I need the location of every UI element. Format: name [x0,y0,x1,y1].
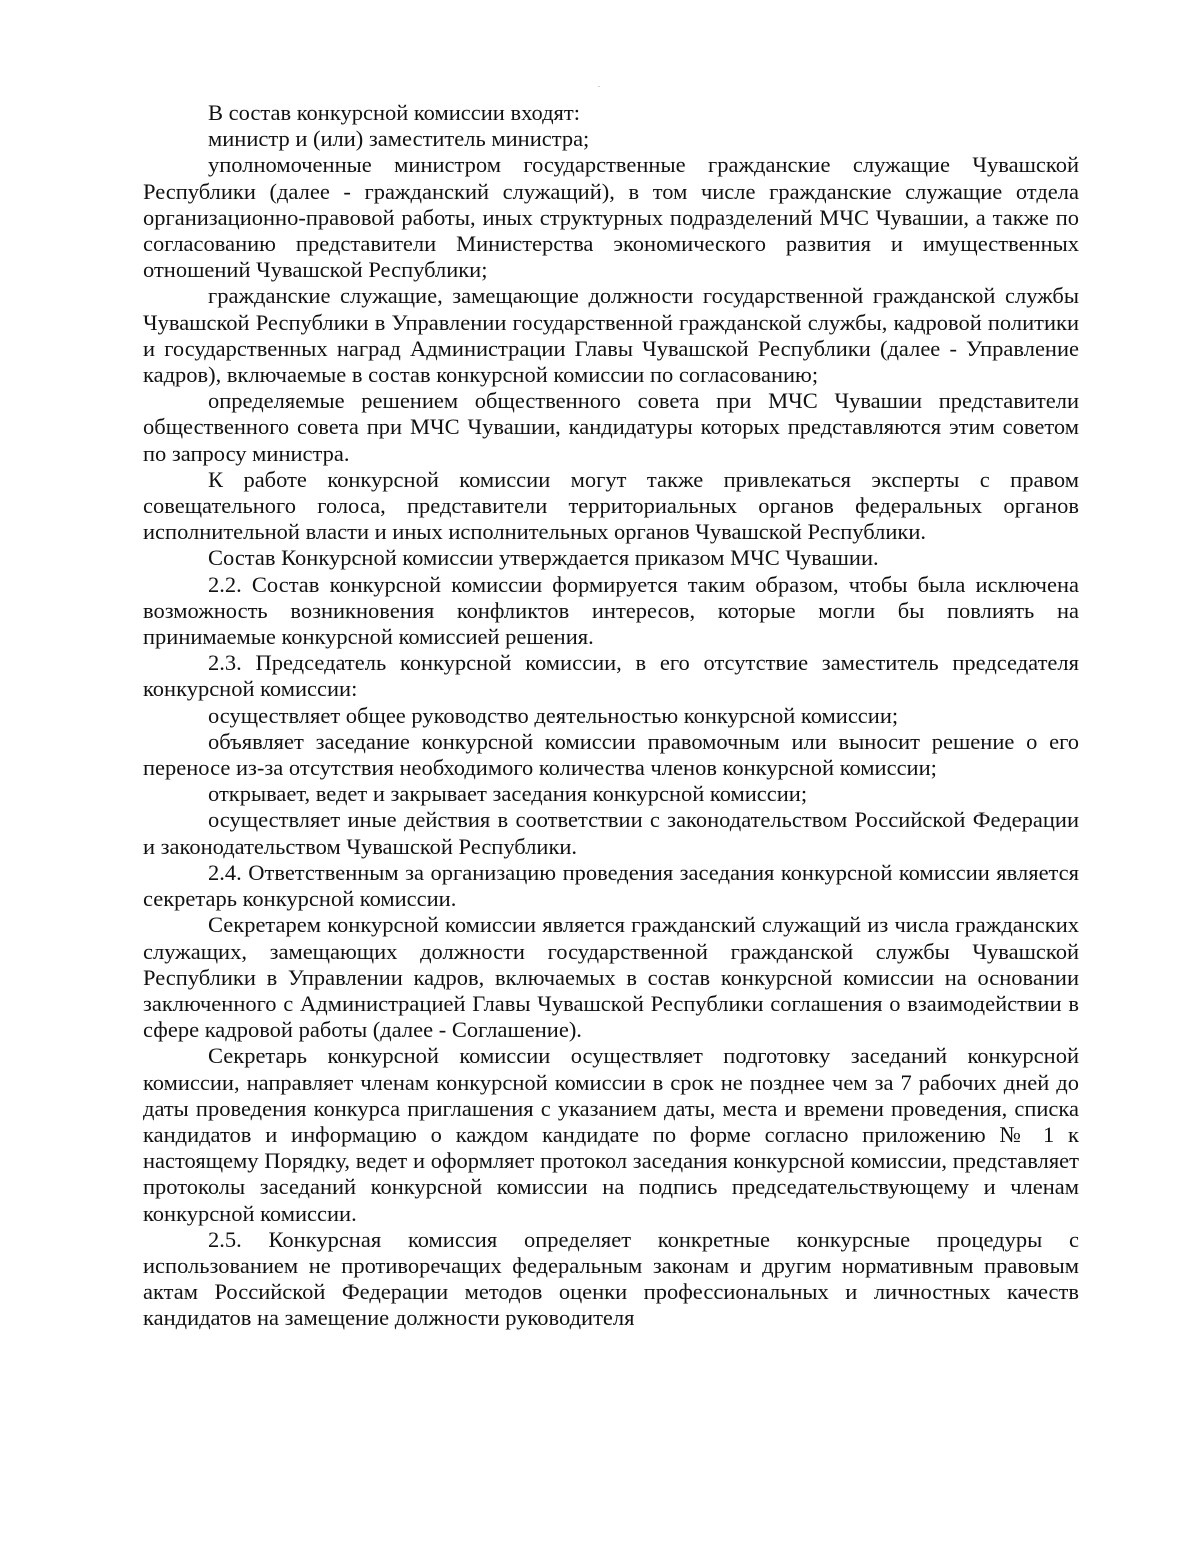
paragraph-authorized-servants: уполномоченные министром государственные гражданские служащие Чувашской Республики (далее - гражданский служащий), в том числе гражданские служащие отдела организационно-правовой работы, иных структурных подразделений МЧС Чувашии, а также по согласованию представители Министерства экономического развития и имущественных отношений Чувашской Республики; [143,152,1079,283]
paragraph-hr-department-servants: гражданские служащие, замещающие должности государственной гражданской службы Чувашской Республики в Управлении государственной гражданской службы, кадровой политики и государственных наград Администрации Главы Чувашской Республики (далее - Управление кадров), включаемые в состав конкурсной комиссии по согласованию; [143,283,1079,388]
scan-speck [598,86,600,87]
paragraph-other-actions: осуществляет иные действия в соответствии с законодательством Российской Федерации и законодательством Чувашской Республики. [143,807,1079,859]
paragraph-secretary: Секретарем конкурсной комиссии является гражданский служащий из числа гражданских служащих, замещающих должности государственной гражданской службы Чувашской Республики в Управлении кадров, включаемых в состав конкурсной комиссии на основании заключенного с Администрацией Главы Чувашской Республики соглашения о взаимодействии в сфере кадровой работы (далее - Соглашение). [143,912,1079,1043]
paragraph-2-5: 2.5. Конкурсная комиссия определяет конкретные конкурсные процедуры с использованием не противоречащих федеральным законам и другим нормативным правовым актам Российской Федерации методов оценки профессиональных и личностных качеств кандидатов на замещение должности руководителя [143,1226,1079,1331]
paragraph-commission-composition: В состав конкурсной комиссии входят: [208,100,580,125]
paragraph-quorum: объявляет заседание конкурсной комиссии правомочным или выносит решение о его переносе из-за отсутствия необходимого количества членов конкурсной комиссии; [143,728,1079,781]
paragraph-minister: министр и (или) заместитель министра; [208,126,590,152]
paragraph-2-4: 2.4. Ответственным за организацию проведения заседания конкурсной комиссии является секретарь конкурсной комиссии. [143,859,1079,912]
paragraph-opens-meetings: открывает, ведет и закрывает заседания конкурсной комиссии; [208,781,808,807]
paragraph-2-2: 2.2. Состав конкурсной комиссии формируется таким образом, чтобы была исключена возможность возникновения конфликтов интересов, которые могли бы повлиять на принимаемые конкурсной комиссией решения. [143,571,1079,650]
paragraph-approval: Состав Конкурсной комиссии утверждается приказом МЧС Чувашии. [208,545,879,571]
paragraph-public-council: определяемые решением общественного совета при МЧС Чувашии представители общественного совета при МЧС Чувашии, кандидатуры которых представляются этим советом по запросу министра. [143,388,1079,466]
paragraph-secretary-duties: Секретарь конкурсной комиссии осуществляет подготовку заседаний конкурсной комиссии, направляет членам конкурсной комиссии в срок не позднее чем за 7 рабочих дней до даты проведения конкурса приглашения с указанием даты, места и времени проведения, списка кандидатов и информацию о каждом кандидате по форме согласно приложению № 1 к настоящему Порядку, ведет и оформляет протокол заседания конкурсной комиссии, представляет протоколы заседаний конкурсной комиссии на подпись председательствующему и членам конкурсной комиссии. [143,1043,1079,1226]
document-page [143,100,1079,1332]
paragraph-experts: К работе конкурсной комиссии могут также привлекаться эксперты с правом совещательного голоса, представители территориальных органов федеральных органов исполнительной власти и иных исполнительных органов Чувашской Республики. [143,466,1079,545]
paragraph-general-management: осуществляет общее руководство деятельностью конкурсной комиссии; [208,702,899,728]
paragraph-2-3: 2.3. Председатель конкурсной комиссии, в его отсутствие заместитель председателя конкурсной комиссии: [143,650,1079,702]
